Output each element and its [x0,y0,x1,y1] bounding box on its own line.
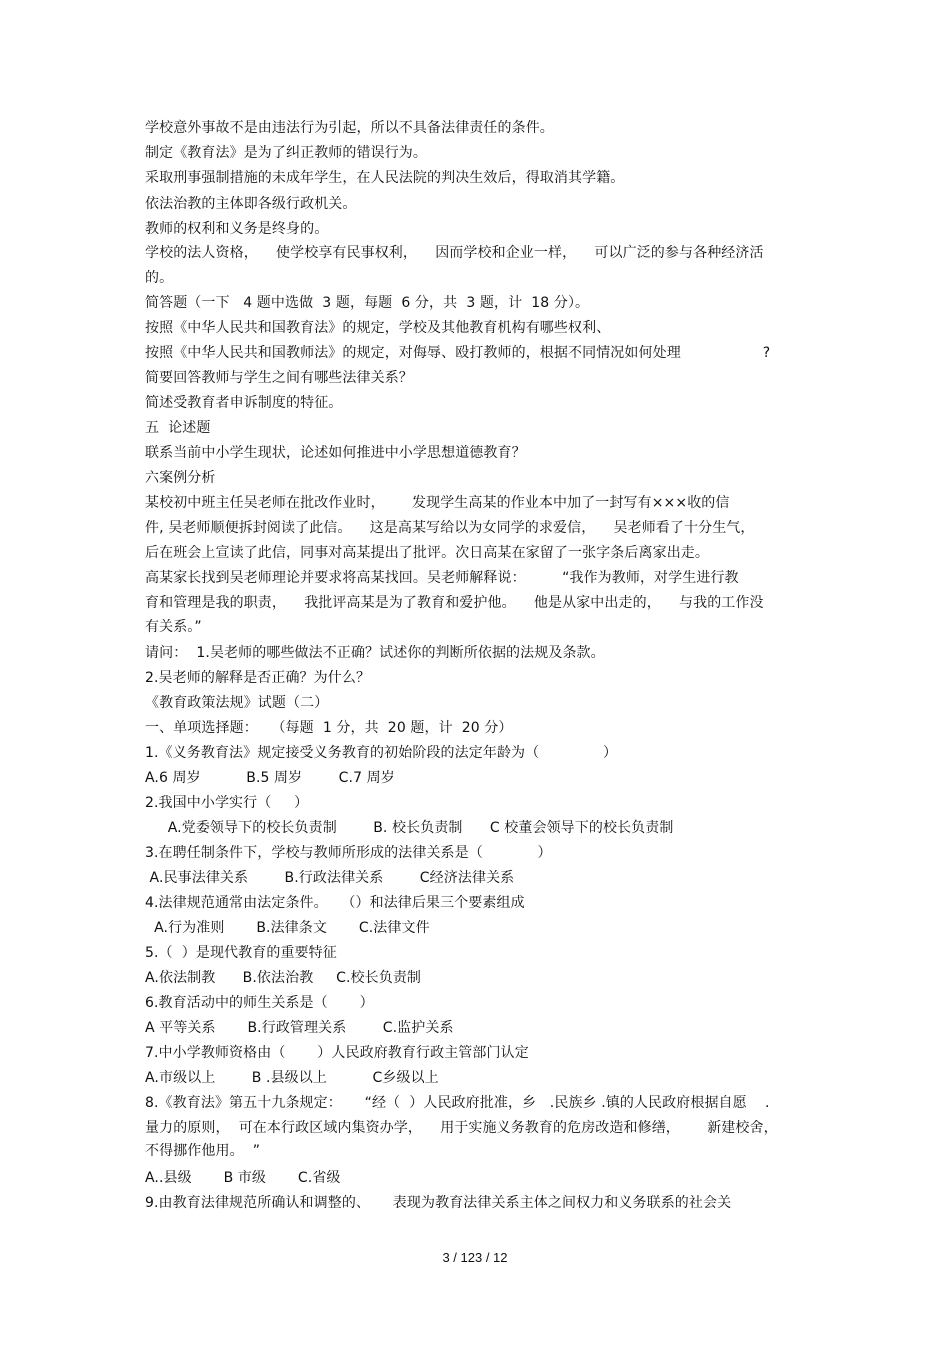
text-line: 5.（ ）是现代教育的重要特征 [145,945,337,961]
text-line: A.依法制教 B.依法治教 C.校长负责制 [145,970,422,986]
text-line: 学校意外事故不是由违法行为引起，所以不具备法律责任的条件。 [145,120,554,136]
text-line: 五 论述题 [145,420,211,436]
text-line: 依法治教的主体即各级行政机关。 [145,196,357,212]
text-line: 育和管理是我的职责， 我批评高某是为了教育和爱护他。 他是从家中出走的， 与我的工作没 [145,595,764,611]
text-line: 量力的原则， 可在本行政区域内集资办学， 用于实施义务教育的危房改造和修缮， 新建校舍， [145,1120,778,1136]
text-line: 按照《中华人民共和国教育法》的规定，学校及其他教育机构有哪些权利、 [145,320,611,336]
text-line: A.市级以上 B .县级以上 C乡级以上 [145,1070,439,1086]
text-line: 制定《教育法》是为了纠正教师的错误行为。 [145,145,427,161]
text-line: A 平等关系 B.行政管理关系 C.监护关系 [145,1020,454,1036]
text-line: 简要回答教师与学生之间有哪些法律关系？ [145,370,413,386]
text-line: 2.吴老师的解释是否正确？为什么？ [145,670,371,686]
text-line: 简答题（一下 4 题中选做 3 题，每题 6 分，共 3 题，计 18 分）。 [145,295,590,311]
text-line: 六案例分析 [145,470,216,486]
text-line: 一、单项选择题： （每题 1 分，共 20 题，计 20 分） [145,720,513,736]
text-line: 请问： 1.吴老师的哪些做法不正确？试述你的判断所依据的法规及条款。 [145,645,605,661]
text-line: A.民事法律关系 B.行政法律关系 C经济法律关系 [145,870,515,886]
text-line: A.6 周岁 B.5 周岁 C.7 周岁 [145,770,395,786]
text-line: 9.由教育法律规范所确认和调整的、 表现为教育法律关系主体之间权力和义务联系的社会关 [145,1195,732,1211]
text-line: 3.在聘任制条件下，学校与教师所形成的法律关系是（ ） [145,845,552,861]
text-line: 教师的权利和义务是终身的。 [145,221,329,237]
text-line: A.党委领导下的校长负责制 B. 校长负责制 C 校董会领导下的校长负责制 [145,820,674,836]
text-line: 2.我国中小学实行（ ） [145,795,309,811]
text-line: 1.《义务教育法》规定接受义务教育的初始阶段的法定年龄为（ ） [145,745,618,761]
text-line: 件, 吴老师顺便拆封阅读了此信。 这是高某写给以为女同学的求爱信， 吴老师看了十分生气， [145,520,755,536]
text-line: 6.教育活动中的师生关系是（ ） [145,995,374,1011]
text-line: 《教育政策法规》试题（二） [145,695,329,711]
text-line: A.行为准则 B.法律条文 C.法律文件 [145,920,430,936]
text-line: 学校的法人资格， 使学校享有民事权利， 因而学校和企业一样， 可以广泛的参与各种经济活 [145,245,764,261]
text-line: 联系当前中小学生现状，论述如何推进中小学思想道德教育？ [145,445,526,461]
text-line: 8.《教育法》第五十九条规定： “经（ ）人民政府批准，乡 .民族乡 .镇的人民政府根据自愿 . [145,1095,770,1111]
text-line: 按照《中华人民共和国教师法》的规定，对侮辱、殴打教师的，根据不同情况如何处理 ? [145,345,771,361]
text-line: 有关系。” [145,619,202,635]
text-line: 简述受教育者申诉制度的特征。 [145,395,343,411]
text-line: 不得挪作他用。 ” [145,1143,261,1159]
text-line: 后在班会上宣读了此信，同事对高某提出了批评。次日高某在家留了一张字条后离家出走。 [145,545,709,561]
page-number: 3 / 123 / 12 [442,1250,508,1265]
text-line: 的。 [145,270,174,286]
text-line: 7.中小学教师资格由（ ）人民政府教育行政主管部门认定 [145,1045,529,1061]
text-line: 高某家长找到吴老师理论并要求将高某找回。吴老师解释说： “我作为教师，对学生进行教 [145,570,739,586]
text-line: A..县级 B 市级 C.省级 [145,1170,341,1186]
text-line: 4.法律规范通常由法定条件。 （）和法律后果三个要素组成 [145,895,525,911]
text-line: 某校初中班主任吴老师在批改作业时， 发现学生高某的作业本中加了一封写有×××收的信 [145,495,730,511]
text-line: 采取刑事强制措施的未成年学生，在人民法院的判决生效后，得取消其学籍。 [145,170,625,186]
